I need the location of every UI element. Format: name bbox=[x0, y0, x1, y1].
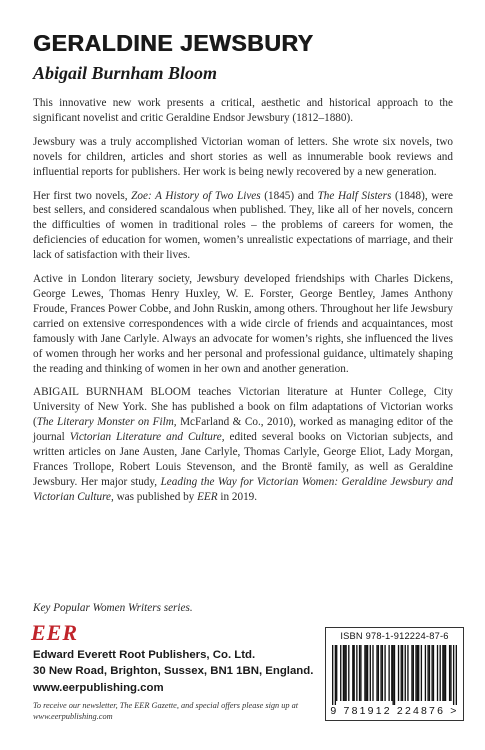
barcode-bar bbox=[425, 645, 426, 701]
barcode-bar bbox=[427, 645, 428, 701]
author-bio bbox=[33, 385, 453, 504]
book-author: Abigail Burnham Bloom bbox=[33, 63, 218, 83]
barcode-bar bbox=[411, 645, 412, 701]
text-run: ABIGAIL BURNHAM BLOOM teaches Victorian literature at Hunter College, City University of New York. She has published a book on film adaptations of Victorian works ( bbox=[33, 386, 453, 429]
barcode-bar bbox=[392, 645, 393, 705]
barcode-bar bbox=[415, 645, 416, 701]
novel-title-zoe: Zoe: A History of Two Lives bbox=[131, 189, 261, 202]
barcode-bar bbox=[344, 645, 345, 701]
blurb bbox=[33, 96, 453, 514]
barcode-bar bbox=[437, 645, 438, 701]
barcode-bar bbox=[343, 645, 344, 701]
barcode-bar bbox=[382, 645, 383, 701]
barcode-bar bbox=[421, 645, 422, 701]
barcode-bar bbox=[384, 645, 385, 701]
barcode-bar bbox=[407, 645, 408, 701]
barcode-bar bbox=[449, 645, 450, 701]
barcode-bar bbox=[444, 645, 445, 701]
isbn-label: ISBN 978-1-912224-87-6 bbox=[340, 631, 449, 641]
barcode-bar bbox=[402, 645, 403, 701]
novel-title-half-sisters: The Half Sisters bbox=[317, 189, 392, 202]
barcode-bar bbox=[440, 645, 441, 701]
newsletter-text: To receive our newsletter, The EER Gazette, and special offers please sign up at bbox=[33, 701, 299, 710]
barcode-bar bbox=[376, 645, 377, 701]
barcode-bar bbox=[417, 645, 418, 701]
barcode-bar bbox=[431, 645, 432, 701]
text-run: was published by bbox=[113, 490, 198, 503]
newsletter-url: www.eerpublishing.com bbox=[33, 711, 113, 721]
publisher-abbrev: EER bbox=[197, 490, 218, 503]
text-run: (1848), were best sellers, and considered scandalous when published. They, like all of her novels, concern the difficulties of women in traditional roles – the problems of careers for women, the deficiencies of education for women, women’s unrealistic expectations of marriage, and their lack of satisfaction with their lives. bbox=[33, 189, 454, 262]
blurb-paragraph-3 bbox=[33, 189, 453, 264]
book-title-literary-monster: The Literary Monster on Film, bbox=[36, 416, 177, 429]
blurb-paragraph-4: Active in London literary society, Jewsbury developed friendships with Charles Dickens, George Lewes, Thomas Henry Huxley, W. E. Forster, George Bentley, James Anthony Froude, Frances Power Cobbe, and John Ruskin, among others. Throughout her life Jewsbury carried on extensive correspondences with a wide circle of friends and acquaintances, most famously with Jane Carlyle. Always an advocate for women’s rights, she influenced the lives of women through her works and her personal and professional guidance, ultimately shaping the reading and thinking of women in her own and another generation. bbox=[33, 273, 453, 375]
barcode-bar bbox=[456, 645, 457, 705]
barcode-bar bbox=[340, 645, 341, 701]
publisher-name: Edward Everett Root Publishers, Co. Ltd. bbox=[33, 649, 256, 661]
series-note: Key Popular Women Writers series. bbox=[33, 602, 193, 614]
publisher-address: 30 New Road, Brighton, Sussex, BN1 1BN, England. bbox=[33, 665, 314, 678]
barcode-bar bbox=[359, 645, 360, 701]
barcode-bar bbox=[442, 645, 443, 701]
barcode-bar bbox=[433, 645, 434, 701]
barcode-bar bbox=[388, 645, 389, 701]
text-run: (1845) and bbox=[260, 189, 318, 202]
barcode-bar bbox=[453, 645, 454, 705]
barcode-bar bbox=[348, 645, 349, 701]
barcode-bar bbox=[372, 645, 373, 701]
barcode-bar bbox=[405, 645, 406, 701]
book-title-leading-the-way: Leading the Way for Victorian Women: Geraldine Jewsbury and Victorian Culture, bbox=[33, 475, 453, 503]
barcode-bar bbox=[366, 645, 367, 701]
blurb-paragraph-2: Jewsbury was a truly accomplished Victorian woman of letters. She wrote six novels, two novels for children, articles and short stories as well as innumerable book reviews and influential reports for publishers. Her work is being newly recovered by a new generation. bbox=[33, 135, 453, 178]
text-run: edited several books on Victorian subjects, and written articles on Jane Austen, Jane Carlyle, Thomas Carlyle, George Eliot, Lady Morgan, Frances Trollope, Robert Louis Stevenson, and the Brontë family, as well as Geraldine Jewsbury. Her major study, bbox=[33, 431, 453, 488]
blurb-paragraph-1: This innovative new work presents a critical, aesthetic and historical approach to the significant novelist and critic Geraldine Endsor Jewsbury (1812–1880). bbox=[33, 97, 453, 124]
barcode-bar bbox=[418, 645, 419, 701]
barcode-bar bbox=[354, 645, 355, 701]
barcode-bar bbox=[370, 645, 371, 701]
barcode-digits: 9 781912 224876 > bbox=[330, 705, 459, 717]
barcode-bar bbox=[413, 645, 414, 701]
barcode-bar bbox=[429, 645, 430, 701]
barcode-bar bbox=[398, 645, 399, 701]
barcode-bar bbox=[332, 645, 333, 705]
publisher-website: www.eerpublishing.com bbox=[33, 681, 164, 694]
publisher-info bbox=[33, 647, 313, 696]
book-title: GERALDINE JEWSBURY bbox=[33, 30, 314, 56]
barcode-bars bbox=[332, 645, 457, 705]
barcode-bar bbox=[345, 645, 346, 701]
barcode-bar bbox=[445, 645, 446, 701]
barcode-bar bbox=[335, 645, 336, 705]
barcode-bar bbox=[450, 645, 451, 701]
barcode-bar bbox=[401, 645, 402, 701]
barcode-bar bbox=[394, 645, 395, 705]
text-run: in 2019. bbox=[217, 490, 258, 503]
publisher-logo: EER bbox=[31, 620, 79, 645]
barcode-bar bbox=[391, 645, 392, 701]
barcode-bar bbox=[352, 645, 353, 701]
text-run: McFarland & Co., 2010), worked as managing editor of the journal bbox=[33, 416, 453, 444]
journal-title: Victorian Literature and Culture, bbox=[69, 431, 225, 444]
barcode-panel bbox=[325, 627, 464, 721]
barcode-bar bbox=[378, 645, 379, 701]
barcode-bar bbox=[367, 645, 368, 701]
barcode-bar bbox=[356, 645, 357, 701]
barcode-bar bbox=[364, 645, 365, 701]
barcode-bar bbox=[380, 645, 381, 701]
barcode-bar bbox=[336, 645, 337, 701]
newsletter-note bbox=[33, 701, 333, 722]
barcode-bar bbox=[360, 645, 361, 701]
text-run: Her first two novels, bbox=[33, 189, 132, 202]
